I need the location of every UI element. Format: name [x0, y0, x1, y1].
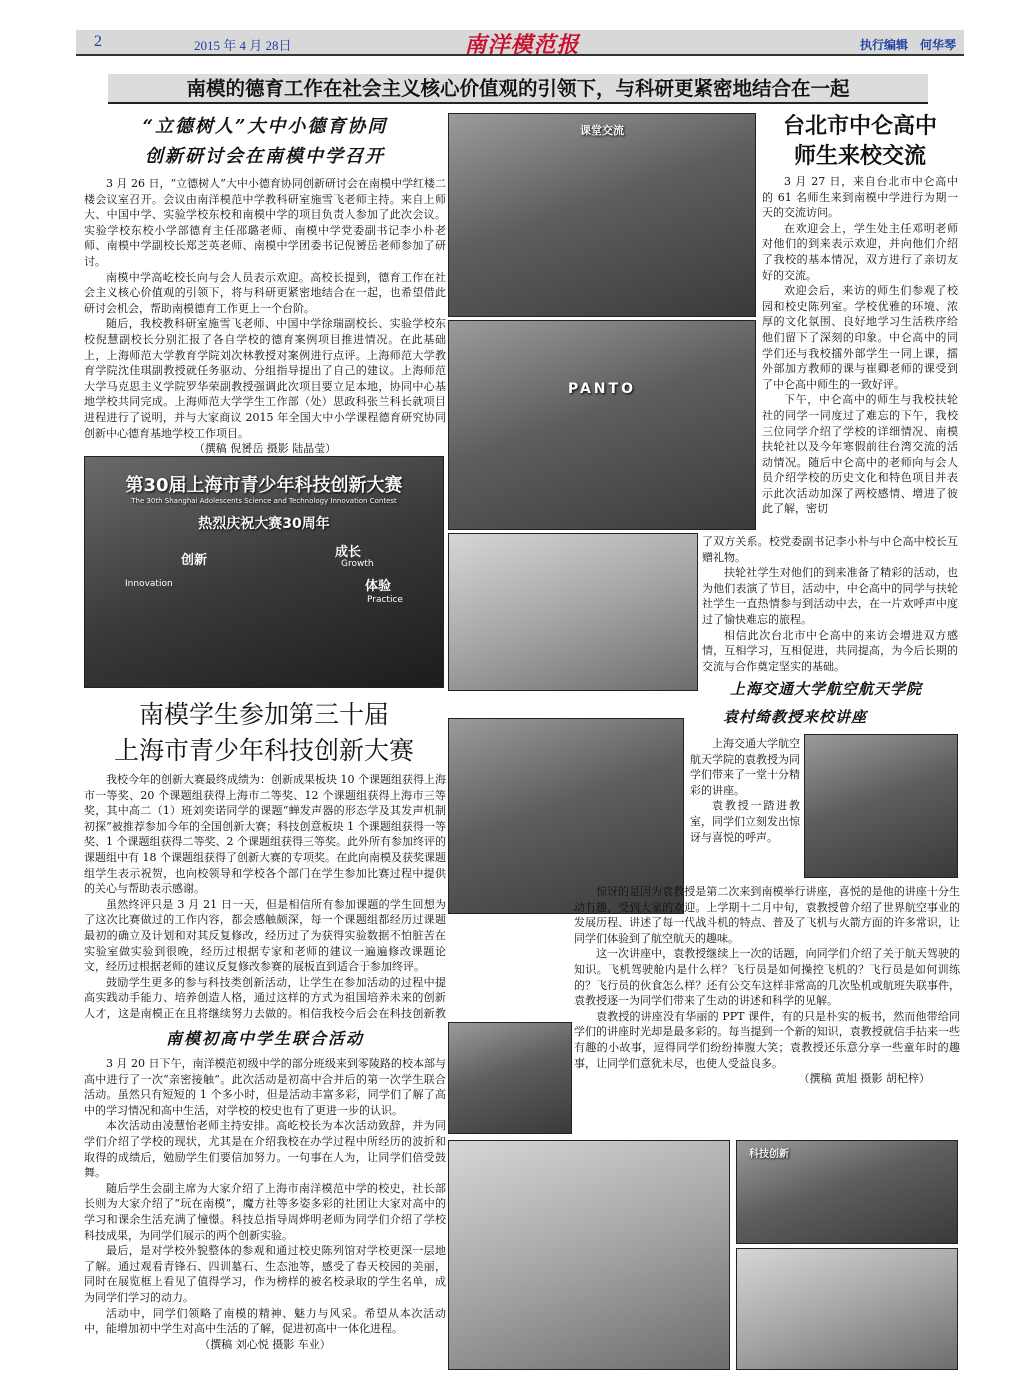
page-number: 2 — [94, 33, 102, 50]
sjtu-title-line2: 袁村绮教授来校讲座 — [722, 708, 867, 726]
taipei-body-continued — [702, 534, 958, 674]
taipei-title-line1: 台北市中仑高中 — [782, 114, 937, 139]
junior-credit: （撰稿 刘心悦 摄影 车业） — [199, 1337, 331, 1351]
article1-paragraph: 南模中学高屹校长向与会人员表示欢迎。高校长提到，德育工作在社会主义核心价值观的引领下，将与科研更紧密地结合在一起，也希望借此研讨会机会，帮助南模德育工作更上一个台阶。 — [84, 270, 446, 315]
junior-body — [84, 1056, 446, 1370]
taipei-paragraph: 相信此次台北市中仑高中的来访会增进双方感情，互相学习，互相促进，共同提高，为今后长期的交流与合作奠定坚实的基础。 — [702, 628, 958, 673]
sjtu-paragraph: 袁教授的讲座没有华丽的 PPT 课件，有的只是朴实的板书，然而他带给同学们的讲座时光却是最多彩的。每当提到一个新的知识，袁教授就信手拈来一些有趣的小故事，逗得同学们纷纷捧腹大笑；袁教授还乐意分享一些童年时的趣事，让同学们意犹未尽，也使人受益良多。 — [574, 1009, 960, 1070]
sjtu-credit: （撰稿 黄旭 摄影 胡杞梓） — [798, 1072, 930, 1086]
article1-paragraph: 随后，我校教科研室施雪飞老师、中国中学徐瑞副校长、实验学校东校倪慧副校长分别汇报了各自学校的德育案例项目推进情况。在此基础上，上海师范大学教育学院刘次林教授对案例进行点评。上海师范大学教育学院沈佳琪副教授就任务驱动、分组指导提出了自己的建议。上海师范大学马克思主义学院罗华荣副教授强调此次项目要立足本地，协同中心基地学校共同完成。上海师范大学学生工作部（处）思政科张兰科长就项目进程进行了说明，并与大家商议 2015 年全国大中小学课程德育研究协同创新中心德育基地学校工作项目。 — [84, 317, 446, 440]
junior-paragraph: 本次活动由凌慧怡老师主持安排。高屹校长为本次活动致辞，并为同学们介绍了学校的现状，尤其是在介绍我校在办学过程中所经历的波折和取得的成绩后，勉励学生们要信加努力。一句事在人为，让同学们倍受鼓舞。 — [84, 1119, 446, 1180]
classroom-photo-middle — [448, 320, 756, 530]
taipei-paragraph: 欢迎会后，来访的师生们参观了校园和校史陈列室。学校优雅的环境、浓厚的文化氛围、良好地学习生活秩序给他们留下了深刻的印象。中仑高中的同学们还与我校擂外部学生一同上课，擂外部加方教师的课与崔卿老师的课受到了中仑高中师生的一致好评。 — [762, 284, 958, 391]
article1-body — [84, 176, 446, 454]
taipei-body — [762, 174, 958, 532]
article1-paragraph: 3 月 26 日，“立德树人”大中小德育协同创新研讨会在南模中学红楼二楼会议室召开。会议由南洋模范中学教科研室施雪飞老师主持。来自上师大、中国中学、实验学校东校和南模中学的项目负责人参加了此次会议。实验学校东校小学部德育主任邵璐老师、南模中学党委副书记李小朴老师、南模中学副校长郑芝英老师、南模中学团委书记倪赟岳老师参加了研讨。 — [84, 177, 446, 268]
junior-paragraph: 随后学生会副主席为大家介绍了上海市南洋模范中学的校史，社长部长则为大家介绍了“玩在南模”，魔方社等多姿多彩的社团让大家对高中的学习和课余生活充满了憧憬。科技总指导周烨明老师为同学们介绍了学校科技成果，为同学们展示的两个创新实验。 — [84, 1181, 446, 1242]
lecture-banner-text: 科技创新 — [749, 1149, 789, 1160]
competition-word: 体验 — [365, 579, 392, 594]
sjtu-body — [574, 884, 960, 1134]
junior-paragraph: 最后，是对学校外貌整体的参观和通过校史陈列馆对学校更深一层地了解。通过观看青锋石、四训墓石、生态池等，感受了春天校园的美丽，同时在展览框上看见了值得学习，作为榜样的被名校录取的学生名单，成为同学们学习的动力。 — [84, 1244, 446, 1304]
competition-paragraph: 鼓励学生更多的参与科技类创新活动，让学生在参加活动的过程中提高实践动手能力、培养创造人格，通过这样的方式为祖国培养未来的创新人才，这是南模正在且将继续努力去做的。相信我校今后会在科技创新教 — [84, 975, 446, 1020]
banner-headline: 南模的德育工作在社会主义核心价值观的引领下，与科研更紧密地结合在一起 — [108, 74, 928, 104]
taipei-paragraph: 在欢迎会上，学生处主任邓明老师对他们的到来表示欢迎，并向他们介绍了我校的基本情况，双方进行了亲切友好的交流。 — [762, 221, 958, 282]
competition-paragraph: 我校今年的创新大赛最终成绩为：创新成果板块 10 个课题组获得上海市一等奖、20 个课题组获得上海市二等奖、12 个课题组获得上海市三等奖，其中高二（1）班刘奕诺同学的课题“蝉发声器的形态学及其发声机制初探”被推荐参加今年的全国创新大赛；科技创意板块 1 个课题组获得一等奖、1 个课题组获得二等奖、2 个课题组获得三等奖。此外所有参加终评的课题组中有 18 个课题组获得了创新大赛的专项奖。在此向南模及获奖课题组学生表示祝贺，也向校领导和学校各个部门在学生参加比赛过程中提供的关心与帮助表示感谢。 — [84, 773, 446, 896]
sjtu-intro-paragraph: 上海交通大学航空航天学院的袁教授为同学们带来了一堂十分精彩的讲座。 — [690, 737, 800, 797]
competition-banner-sub: 热烈庆祝大赛30周年 — [198, 516, 330, 532]
classroom-photo-top-caption: 课堂交流 — [580, 124, 624, 137]
exhibition-hall-photo — [448, 1140, 730, 1370]
competition-paragraph: 虽然终评只是 3 月 21 日一天，但是相信所有参加课题的学生回想为了这次比赛做过的工作内容，都会感触颇深，每一个课题组都经历过课题最初的确立及计划和对其反复修改，经历过了为获得实验数据不怕脏苦在实验室做实验到很晚，经历过根据专家和老师的建议一遍遍修改课题论文，经历过根据老师的建议反复修改参赛的展板直到适合于参加终评。 — [84, 897, 446, 974]
junior-paragraph: 活动中，同学们领略了南模的精神、魅力与风采。希望从本次活动中，能增加初中学生对高中生活的了解，促进初高中一体化进程。 — [84, 1306, 446, 1336]
sjtu-intro-paragraph: 袁教授一踏进教室，同学们立刻发出惊讶与喜悦的呼声。 — [690, 799, 800, 844]
article1-title-line1: “立德树人”大中小德育协同 — [142, 116, 388, 137]
professor-lecture-photo — [804, 734, 958, 878]
lecture-stage-photo — [736, 1140, 958, 1244]
school-corridor-photo — [448, 1022, 572, 1134]
classroom-photo-top — [448, 113, 756, 317]
sjtu-paragraph: 这一次讲座中，袁教授继续上一次的话题，向同学们介绍了关于航天驾驶的知识。飞机驾驶舱内是什么样？飞行员是如何操控飞机的？飞行员是如何训练的？飞行员的伙食怎么样？还有公交车这样非常高的几次坠机或航班失联事件，袁教授逐一为同学们带来了生动的讲述和科学的见解。 — [574, 947, 960, 1008]
competition-photo — [84, 456, 444, 688]
page-header — [76, 30, 964, 56]
competition-word: Growth — [341, 559, 374, 569]
junior-paragraph: 3 月 20 日下午，南洋模范初级中学的部分班级来到零陵路的校本部与高中进行了一次“亲密接触”。此次活动是初高中合并后的第一次学生联合活动。虽然只有短短的 1 个多小时，但是活动丰富多彩，同学们了解了高中的学习情况和高中生活，对学校的校史也有了更进一步的认识。 — [84, 1057, 446, 1117]
competition-body — [84, 772, 446, 1020]
competition-word: 创新 — [181, 553, 208, 568]
competition-word: Practice — [367, 595, 403, 605]
article1-credit: （撰稿 倪赟岳 摄影 陆晶莹） — [193, 442, 337, 454]
students-exhibit-photo — [448, 533, 698, 691]
sjtu-paragraph: 惊讶的是因为袁教授是第二次来到南模举行讲座，喜悦的是他的讲座十分生动有趣，受到大家的欢迎。上学期十二月中旬，袁教授曾介绍了世界航空事业的发展历程、讲述了每一代战斗机的特点、普及了飞机与火箭方面的许多常识，让同学们体验到了航空航天的趣味。 — [574, 885, 960, 945]
junior-title: 南模初高中学生联合活动 — [165, 1029, 364, 1048]
competition-word: 成长 — [335, 545, 362, 560]
taipei-paragraph: 下午，中仑高中的师生与我校扶轮社的同学一同度过了难忘的下午，我校三位同学介绍了学校的详细情况、南模扶轮社以及今年寒假前往台湾交流的活动情况。随后中仑高中的老师向与会人员介绍学校的历史文化和特色项目并表示此次活动加深了两校感情、增进了彼此了解，密切 — [762, 393, 958, 516]
sjtu-title-line1: 上海交通大学航空航天学院 — [729, 680, 922, 698]
executive-editor: 执行编辑 何华琴 — [859, 38, 956, 52]
taipei-title-line2: 师生来校交流 — [793, 144, 926, 169]
lecture-podium-photo — [736, 1248, 958, 1370]
taipei-paragraph: 了双方关系。校党委副书记李小朴与中仑高中校长互赠礼物。 — [702, 535, 958, 564]
competition-banner-cn: 第30届上海市青少年科技创新大赛 — [125, 475, 403, 496]
taipei-paragraph: 扶轮社学生对他们的到来准备了精彩的活动，也为他们表演了节目，活动中，中仑高中的同学与扶轮社学生一直热情参与到活动中去，在一片欢呼声中度过了愉快难忘的旅程。 — [702, 566, 958, 626]
competition-word: Innovation — [125, 579, 173, 589]
taipei-paragraph: 3 月 27 日，来自台北市中仑高中的 61 名师生来到南模中学进行为期一天的交流访问。 — [762, 175, 958, 220]
issue-date: 2015 年 4 月 28日 — [194, 38, 292, 53]
sjtu-intro — [690, 736, 800, 882]
competition-title-line1: 南模学生参加第三十届 — [138, 700, 389, 729]
article1-title-line2: 创新研讨会在南模中学召开 — [145, 146, 385, 167]
competition-title-line2: 上海市青少年科技创新大赛 — [113, 736, 414, 765]
masthead-logo: 南洋模范报 — [464, 32, 580, 58]
competition-banner-en: The 30th Shanghai Adolescents Science and Technology Innovation Contest — [131, 497, 397, 505]
classroom-photo-middle-caption: PANTO — [568, 381, 636, 397]
